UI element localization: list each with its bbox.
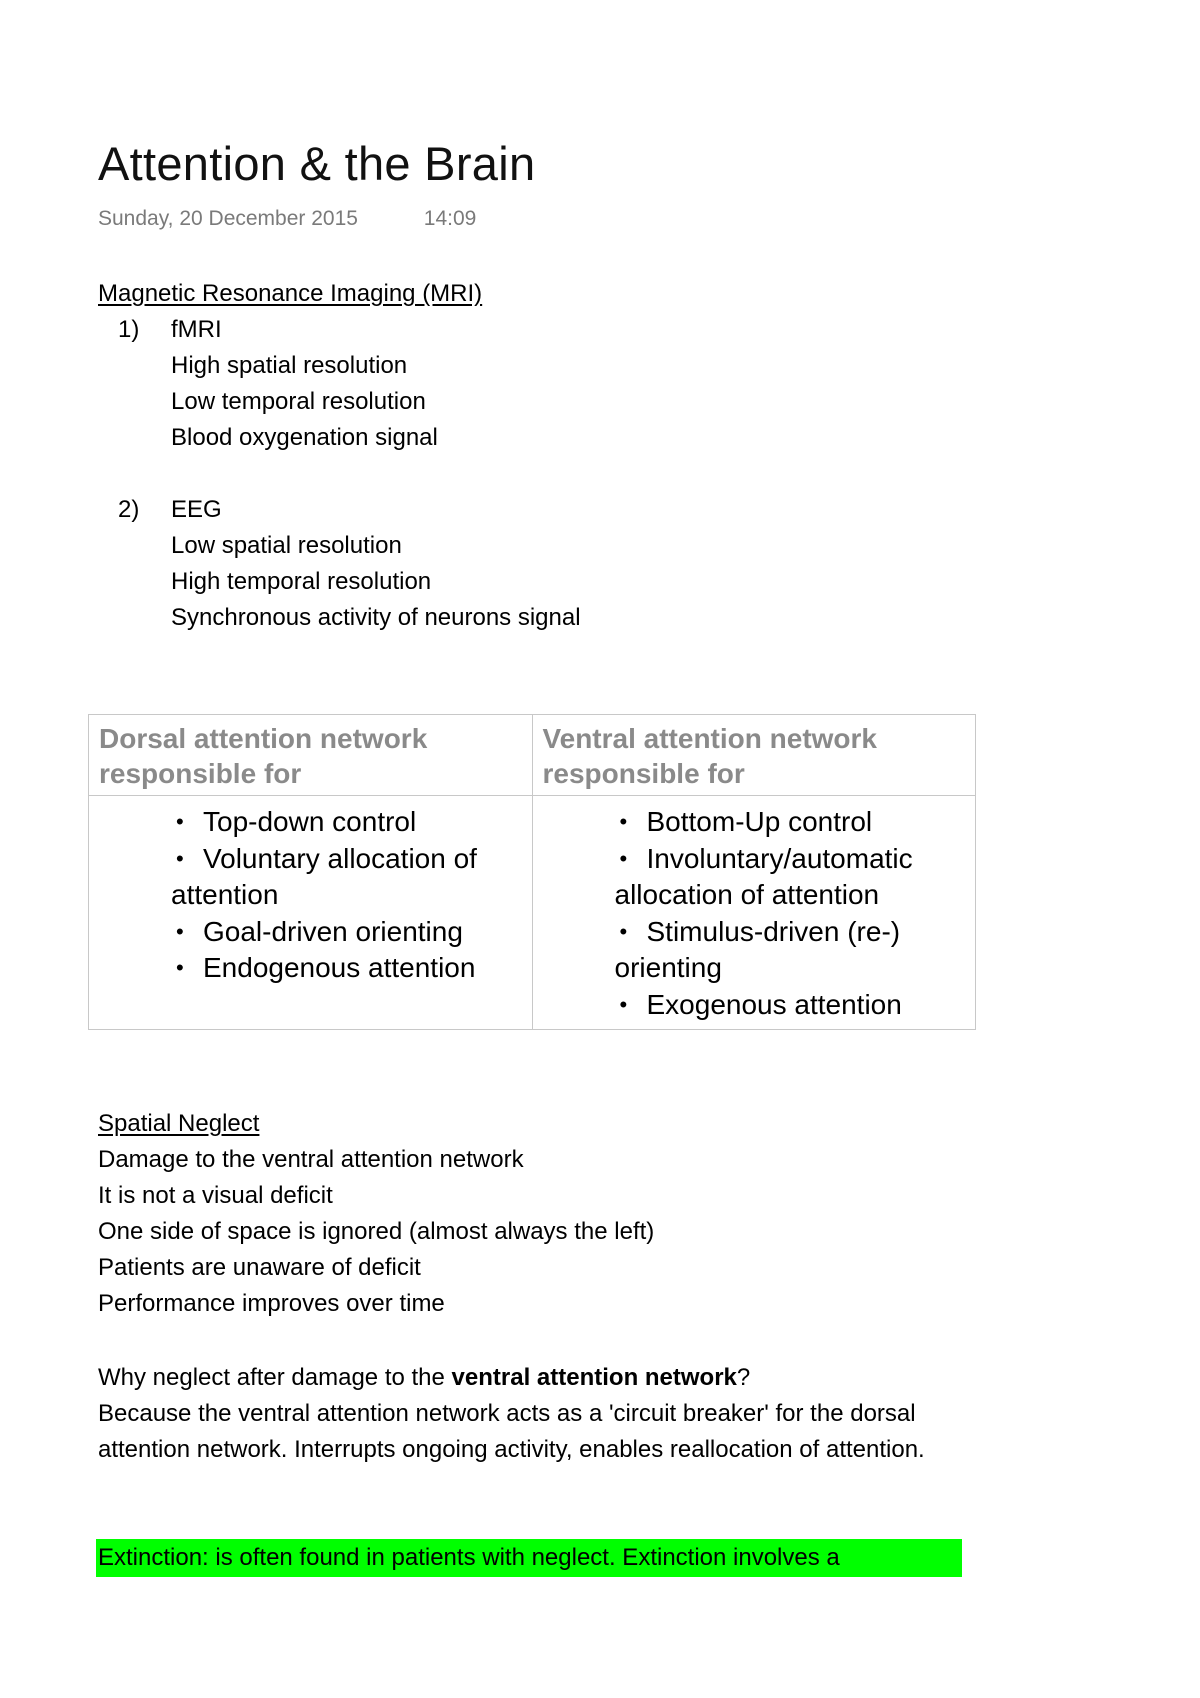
list-item-text: Goal-driven orienting [203,915,463,947]
why-question [98,1360,978,1396]
page-title: Attention & the Brain [98,137,536,190]
neglect-line: It is not a visual deficit [98,1182,333,1209]
neglect-heading: Spatial Neglect [98,1110,260,1137]
list-number: 2) [118,496,140,523]
dorsal-header: Dorsal attention network responsible for [89,715,533,796]
note-time: 14:09 [423,207,477,230]
extinction-highlight: Extinction: is often found in patients with neglect. Extinction involves a [96,1539,962,1577]
bullet-icon: • [176,955,184,980]
mri-item-line: Low spatial resolution [171,532,402,559]
dorsal-list [99,804,522,987]
list-item [615,841,966,914]
attention-networks-table [88,714,976,1030]
list-item [615,914,966,987]
list-item [171,914,522,951]
mri-heading: Magnetic Resonance Imaging (MRI) [98,280,483,307]
list-item-text: Exogenous attention [646,988,902,1020]
list-item-text: Top-down control [203,806,417,837]
mri-item-line: High temporal resolution [171,568,432,595]
question-text: Why neglect after damage to the [98,1364,452,1391]
list-item-text: Voluntary allocation of attention [171,842,477,910]
question-mark: ? [736,1364,751,1391]
neglect-line: Performance improves over time [98,1290,445,1317]
bullet-icon: • [176,845,184,871]
mri-item-fmri [98,312,1098,456]
list-item [171,950,522,987]
neglect-line: One side of space is ignored (almost always the left) [98,1218,655,1245]
neglect-line: Damage to the ventral attention network [98,1146,524,1173]
bullet-icon: • [619,809,628,834]
mri-item-name: fMRI [171,316,222,343]
list-item [171,804,522,841]
ventral-header: Ventral attention network responsible for [532,715,976,796]
neglect-section [98,1106,998,1322]
bullet-icon: • [619,845,628,871]
why-answer: Because the ventral attention network acts as a 'circuit breaker' for the dorsal attention network. Interrupts ongoing activity, enables reallocation of attention. [98,1400,925,1463]
list-item [615,987,966,1024]
list-item-text: Involuntary/automatic allocation of attention [614,842,913,910]
spacer [98,456,1098,492]
table-row [89,796,976,1030]
mri-item-line: Blood oxygenation signal [171,424,438,451]
mri-item-name: EEG [171,496,222,523]
list-number: 1) [118,316,140,343]
note-dateline [98,207,476,231]
mri-item-line: High spatial resolution [171,352,408,379]
bullet-icon: • [176,809,184,834]
mri-item-line: Synchronous activity of neurons signal [171,604,581,631]
neglect-line: Patients are unaware of deficit [98,1254,421,1281]
ventral-list [543,804,966,1023]
list-item [615,804,966,841]
note-date: Sunday, 20 December 2015 [98,207,358,230]
mri-item-eeg [98,492,1098,636]
list-item-text: Bottom-Up control [646,806,873,837]
list-item [171,841,522,914]
bullet-icon: • [176,918,184,944]
ventral-cell [532,796,976,1030]
dorsal-cell [89,796,533,1030]
question-bold-text: ventral attention network [451,1364,737,1391]
list-item-text: Stimulus-driven (re-) orienting [614,915,901,983]
why-section [98,1360,978,1468]
bullet-icon: • [619,991,628,1017]
mri-item-line: Low temporal resolution [171,388,426,415]
list-item-text: Endogenous attention [203,952,476,983]
table-header-row [89,715,976,796]
mri-section [98,276,1098,636]
bullet-icon: • [619,918,628,944]
